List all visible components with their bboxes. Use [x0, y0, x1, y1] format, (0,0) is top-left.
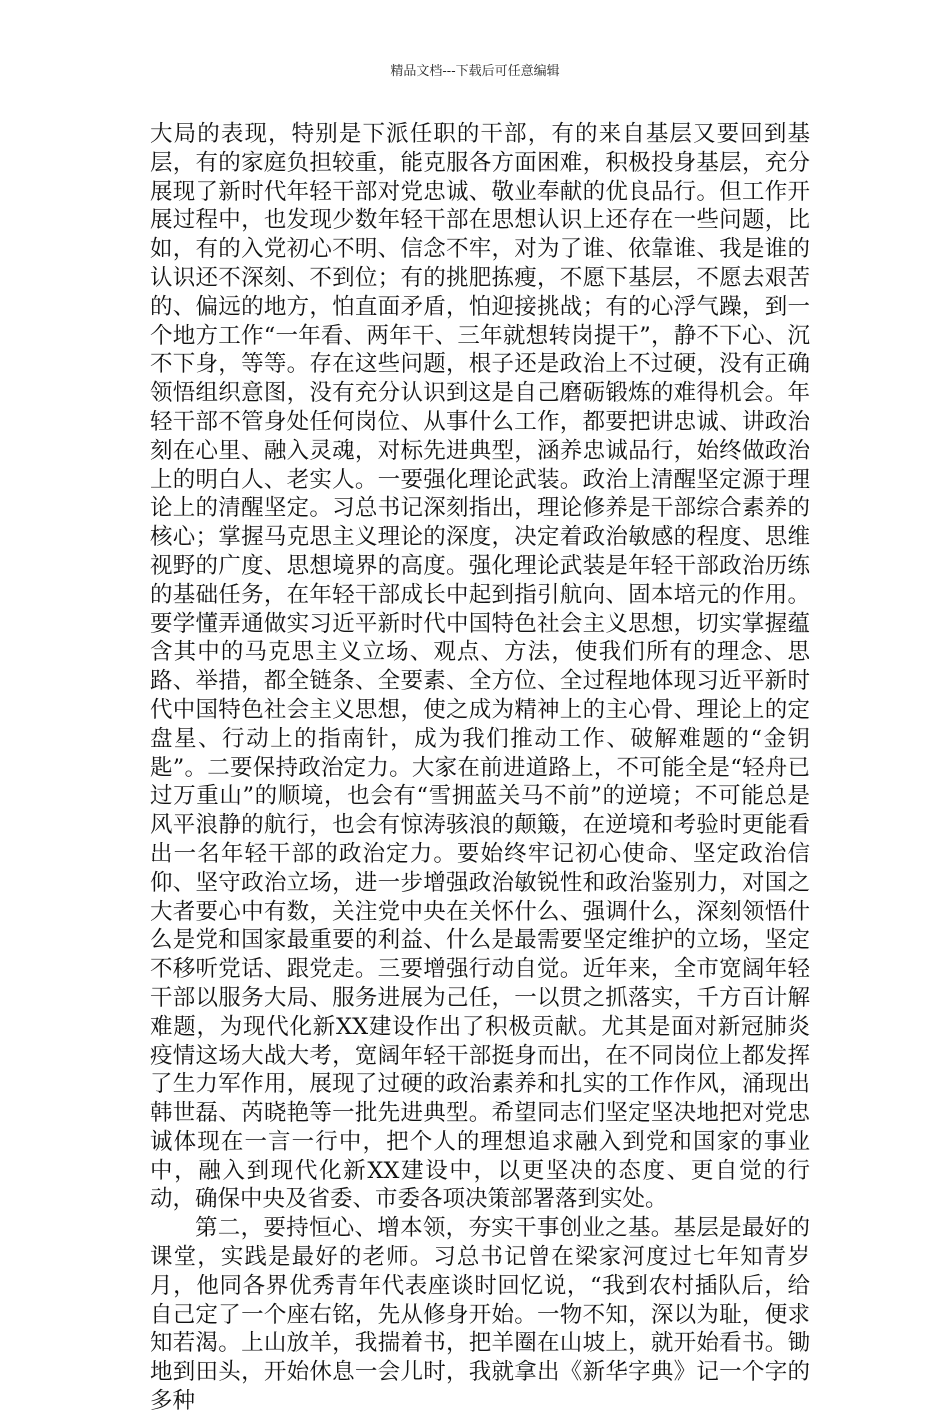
document-body — [150, 120, 810, 1416]
page-header: 精品文档---下载后可任意编辑 — [390, 64, 560, 79]
body-paragraph: 第二，要持恒心、增本领，夯实干事创业之基。基层是最好的课堂，实践是最好的老师。习总书记曾在梁家河度过七年知青岁月，他同各界优秀青年代表座谈时回忆说，“我到农村插队后，给自己定了一个座右铭，先从修身开始。一物不知，深以为耻，便求知若渴。上山放羊，我揣着书，把羊圈在山坡上，就开始看书。锄地到田头，开始休息一会儿时，我就拿出《新华字典》记一个字的多种 — [150, 1215, 810, 1415]
body-paragraph: 大局的表现，特别是下派任职的干部，有的来自基层又要回到基层，有的家庭负担较重，能克服各方面困难，积极投身基层，充分展现了新时代年轻干部对党忠诚、敬业奉献的优良品行。但工作开展过程中，也发现少数年轻干部在思想认识上还存在一些问题，比如，有的入党初心不明、信念不牢，对为了谁、依靠谁、我是谁的认识还不深刻、不到位；有的挑肥拣瘦，不愿下基层，不愿去艰苦的、偏远的地方，怕直面矛盾，怕迎接挑战；有的心浮气躁，到一个地方工作“一年看、两年干、三年就想转岗提干”，静不下心、沉不下身，等等。存在这些问题，根子还是政治上不过硬，没有正确领悟组织意图，没有充分认识到这是自己磨砺锻炼的难得机会。年轻干部不管身处任何岗位、从事什么工作，都要把讲忠诚、讲政治刻在心里、融入灵魂，对标先进典型，涵养忠诚品行，始终做政治上的明白人、老实人。一要强化理论武装。政治上清醒坚定源于理论上的清醒坚定。习总书记深刻指出，理论修养是干部综合素养的核心；掌握马克思主义理论的深度，决定着政治敏感的程度、思维视野的广度、思想境界的高度。强化理论武装是年轻干部政治历练的基础任务，在年轻干部成长中起到指引航向、固本培元的作用。要学懂弄通做实习近平新时代中国特色社会主义思想，切实掌握蕴含其中的马克思主义立场、观点、方法，使我们所有的理念、思路、举措，都全链条、全要素、全方位、全过程地体现习近平新时代中国特色社会主义思想，使之成为精神上的主心骨、理论上的定盘星、行动上的指南针，成为我们推动工作、破解难题的“金钥匙”。二要保持政治定力。大家在前进道路上，不可能全是“轻舟已过万重山”的顺境，也会有“雪拥蓝关马不前”的逆境；不可能总是风平浪静的航行，也会有惊涛骇浪的颠簸，在逆境和考验时更能看出一名年轻干部的政治定力。要始终牢记初心使命、坚定政治信仰、坚守政治立场，进一步增强政治敏锐性和政治鉴别力，对国之大者要心中有数，关注党中央在关怀什么、强调什么，深刻领悟什么是党和国家最重要的利益、什么是最需要坚定维护的立场，坚定不移听党话、跟党走。三要增强行动自觉。近年来，全市宽阔年轻干部以服务大局、服务进展为己任，一以贯之抓落实，千方百计解难题，为现代化新XX建设作出了积极贡献。尤其是面对新冠肺炎疫情这场大战大考，宽阔年轻干部挺身而出，在不同岗位上都发挥了生力军作用，展现了过硬的政治素养和扎实的工作作风，涌现出韩世磊、芮晓艳等一批先进典型。希望同志们坚定坚决地把对党忠诚体现在一言一行中，把个人的理想追求融入到党和国家的事业中，融入到现代化新XX建设中，以更坚决的态度、更自觉的行动，确保中央及省委、市委各项决策部署落到实处。 — [150, 121, 810, 1213]
